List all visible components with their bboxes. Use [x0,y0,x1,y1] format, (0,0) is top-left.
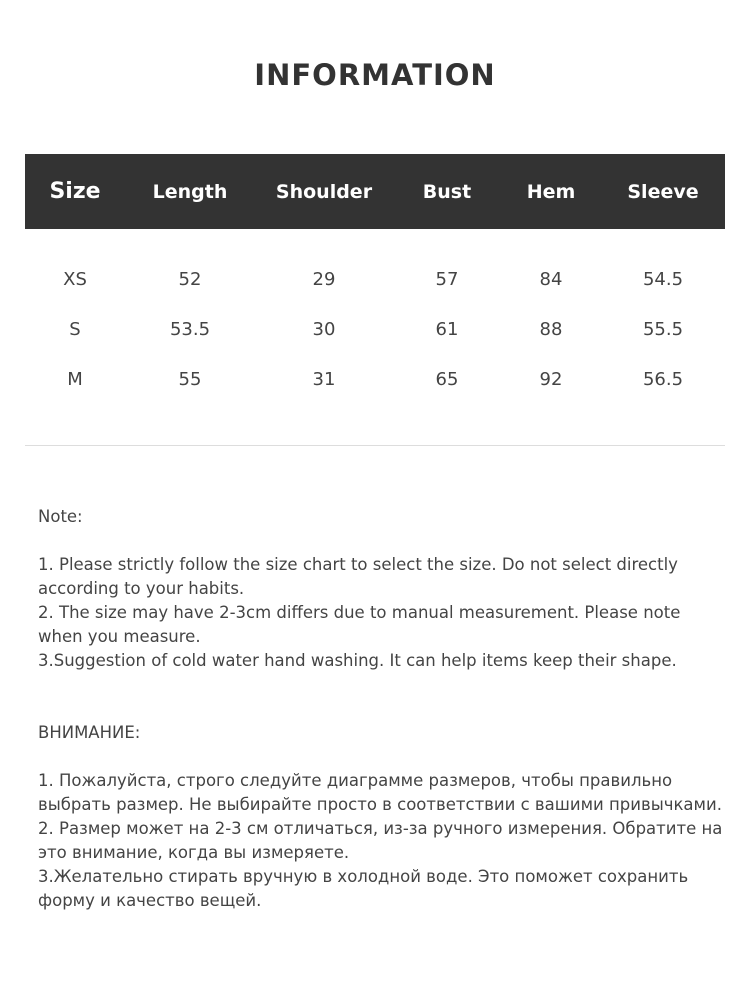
spacer [38,529,728,553]
page-title: INFORMATION [254,58,496,92]
note-item-ru: 3.Желательно стирать вручную в холодной воде. Это поможет сохранить форму и качество вещей. [38,867,689,910]
header-shoulder: Shoulder [255,154,393,229]
header-bust: Bust [393,154,501,229]
spacer [38,745,728,769]
table-row [25,354,725,404]
note-item-en: 3.Suggestion of cold water hand washing. It can help items keep their shape. [38,651,677,670]
spacer [38,673,728,721]
table-cell: 61 [435,318,459,340]
table-cell: 92 [539,368,563,390]
note-heading-ru: ВНИМАНИЕ: [38,723,141,742]
table-cell: 55.5 [642,318,684,340]
size-chart-table [25,154,725,404]
table-cell: 84 [539,268,563,290]
table-cell: XS [63,268,87,290]
table-header-row [25,154,725,229]
table-row [25,304,725,354]
header-length: Length [125,154,255,229]
header-hem: Hem [501,154,601,229]
note-item-en: 1. Please strictly follow the size chart to select the size. Do not select directly according to your habits. [38,555,678,598]
header-size: Size [25,154,125,229]
notes-section [38,505,728,913]
note-item-ru: 2. Размер может на 2-3 см отличаться, из-за ручного измерения. Обратите на это внимание, когда вы измеряете. [38,819,723,862]
table-cell: 57 [435,268,459,290]
note-heading-en: Note: [38,507,83,526]
section-divider [25,445,725,446]
table-cell: 31 [312,368,336,390]
table-cell: S [69,318,81,340]
table-cell: 56.5 [642,368,684,390]
table-cell: M [67,368,83,390]
note-item-en: 2. The size may have 2-3cm differs due to manual measurement. Please note when you measure. [38,603,681,646]
table-row [25,254,725,304]
table-cell: 54.5 [642,268,684,290]
table-spacer [25,229,725,254]
table-cell: 55 [178,368,202,390]
table-cell: 30 [312,318,336,340]
table-cell: 65 [435,368,459,390]
note-item-ru: 1. Пожалуйста, строго следуйте диаграмме размеров, чтобы правильно выбрать размер. Не выбирайте просто в соответствии с вашими привычками. [38,771,722,814]
table-cell: 88 [539,318,563,340]
header-sleeve: Sleeve [601,154,725,229]
table-cell: 52 [178,268,202,290]
table-cell: 29 [312,268,336,290]
table-cell: 53.5 [169,318,211,340]
